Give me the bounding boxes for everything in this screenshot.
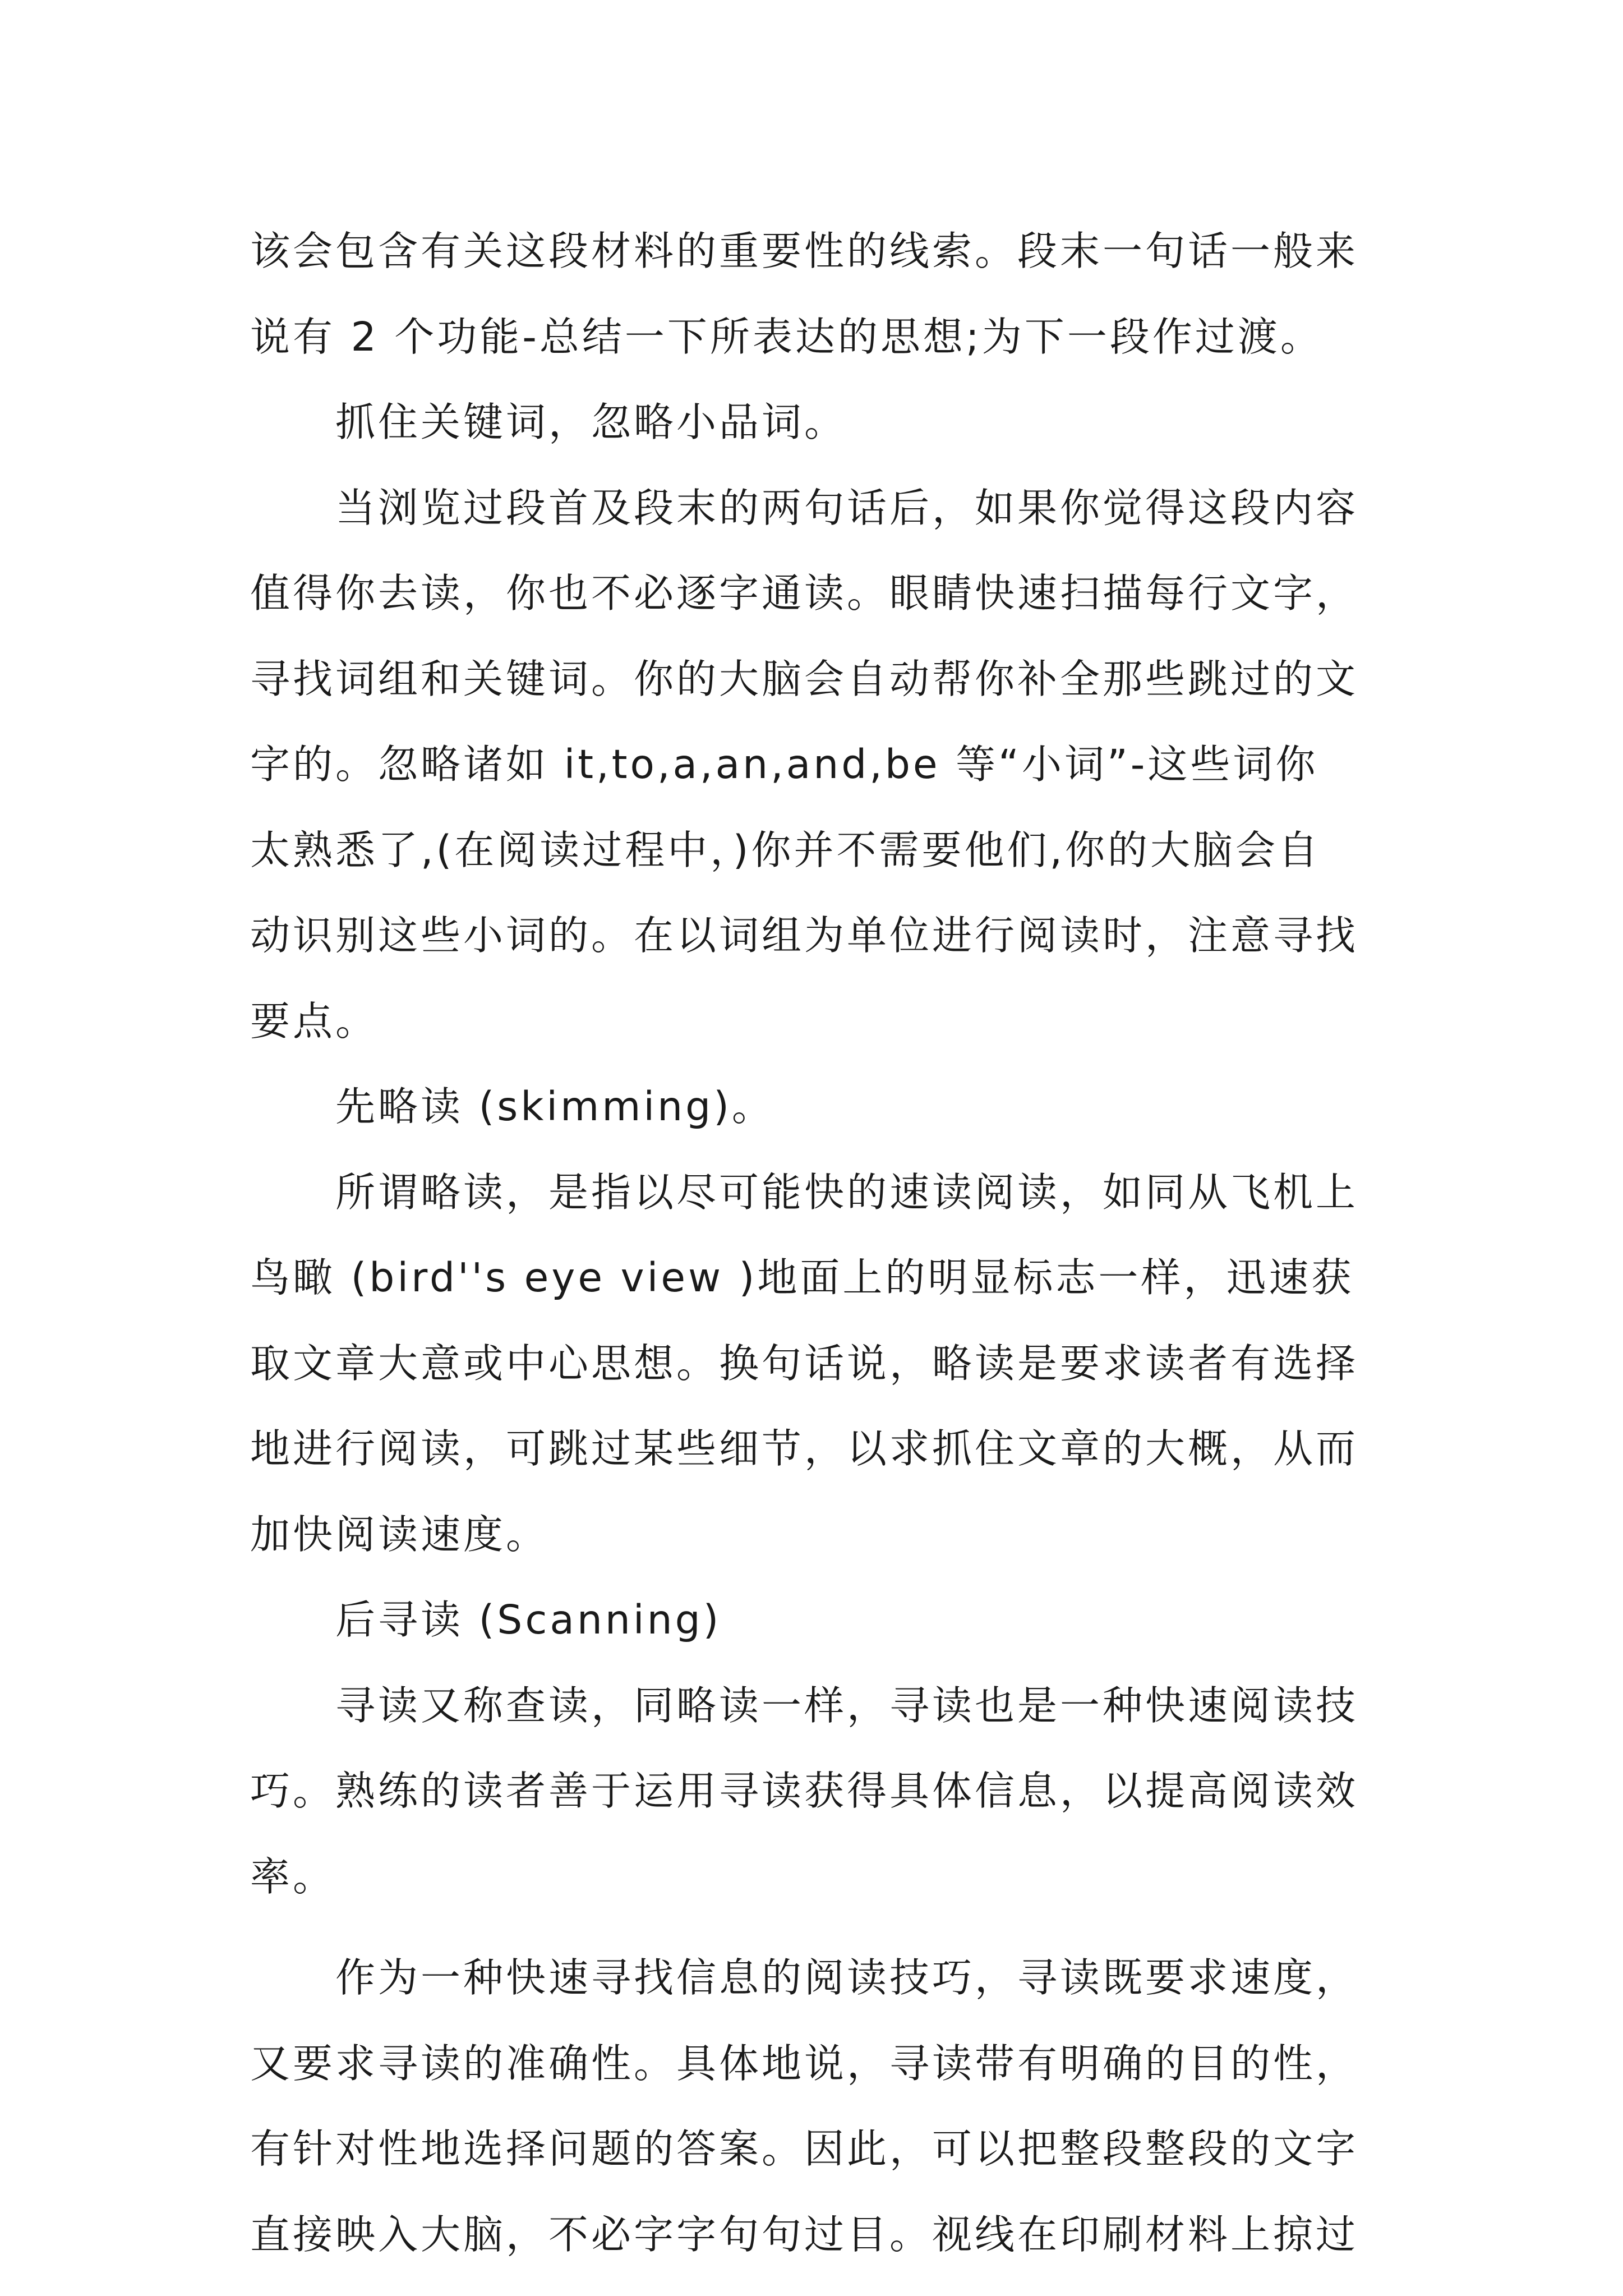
paragraph-line: 所谓略读，是指以尽可能快的速读阅读，如同从飞机上: [335, 1168, 1359, 1216]
paragraph-line: 鸟瞰 (bird''s eye view )地面上的明显标志一样，迅速获: [250, 1254, 1354, 1301]
paragraph-line: 说有 2 个功能-总结一下所表达的思想;为下一段作过渡。: [250, 313, 1323, 360]
paragraph-line: 寻找词组和关键词。你的大脑会自动帮你补全那些跳过的文: [250, 655, 1359, 702]
paragraph-line: 字的。忽略诸如 it,to,a,an,and,be 等“小词”-这些词你: [250, 741, 1318, 788]
paragraph-line: 有针对性地选择问题的答案。因此，可以把整段整段的文字: [250, 2125, 1359, 2172]
paragraph-line: 取文章大意或中心思想。换句话说，略读是要求读者有选择: [250, 1340, 1359, 1387]
paragraph-line: 当浏览过段首及段末的两句话后，如果你觉得这段内容: [335, 484, 1359, 531]
paragraph-line: 加快阅读速度。: [250, 1511, 549, 1558]
paragraph-line: 抓住关键词，忽略小品词。: [335, 399, 847, 445]
paragraph-line: 要点。: [250, 997, 379, 1045]
document-body: [250, 209, 1394, 2277]
paragraph-line: 作为一种快速寻找信息的阅读技巧，寻读既要求速度，: [335, 1954, 1359, 2001]
paragraph-line: 地进行阅读，可跳过某些细节，以求抓住文章的大概，从而: [250, 1425, 1359, 1472]
paragraph-line: 寻读又称查读，同略读一样，寻读也是一种快速阅读技: [335, 1682, 1359, 1729]
paragraph-line: 先略读 (skimming)。: [335, 1083, 774, 1130]
paragraph-line: 后寻读 (Scanning): [335, 1596, 722, 1643]
paragraph-line: 直接映入大脑，不必字字句句过目。视线在印刷材料上掠过: [250, 2211, 1359, 2258]
paragraph-line: 该会包含有关这段材料的重要性的线索。段末一句话一般来: [250, 228, 1359, 274]
paragraph-line: 值得你去读，你也不必逐字通读。眼睛快速扫描每行文字，: [250, 570, 1359, 616]
paragraph-line: 动识别这些小词的。在以词组为单位进行阅读时，注意寻找: [250, 912, 1359, 959]
paragraph-line: 巧。熟练的读者善于运用寻读获得具体信息，以提高阅读效: [250, 1768, 1359, 1814]
paragraph-line: 率。: [250, 1853, 336, 1900]
paragraph-line: 太熟悉了,(在阅读过程中，)你并不需要他们,你的大脑会自: [250, 826, 1321, 873]
paragraph-line: 又要求寻读的准确性。具体地说，寻读带有明确的目的性，: [250, 2040, 1359, 2087]
